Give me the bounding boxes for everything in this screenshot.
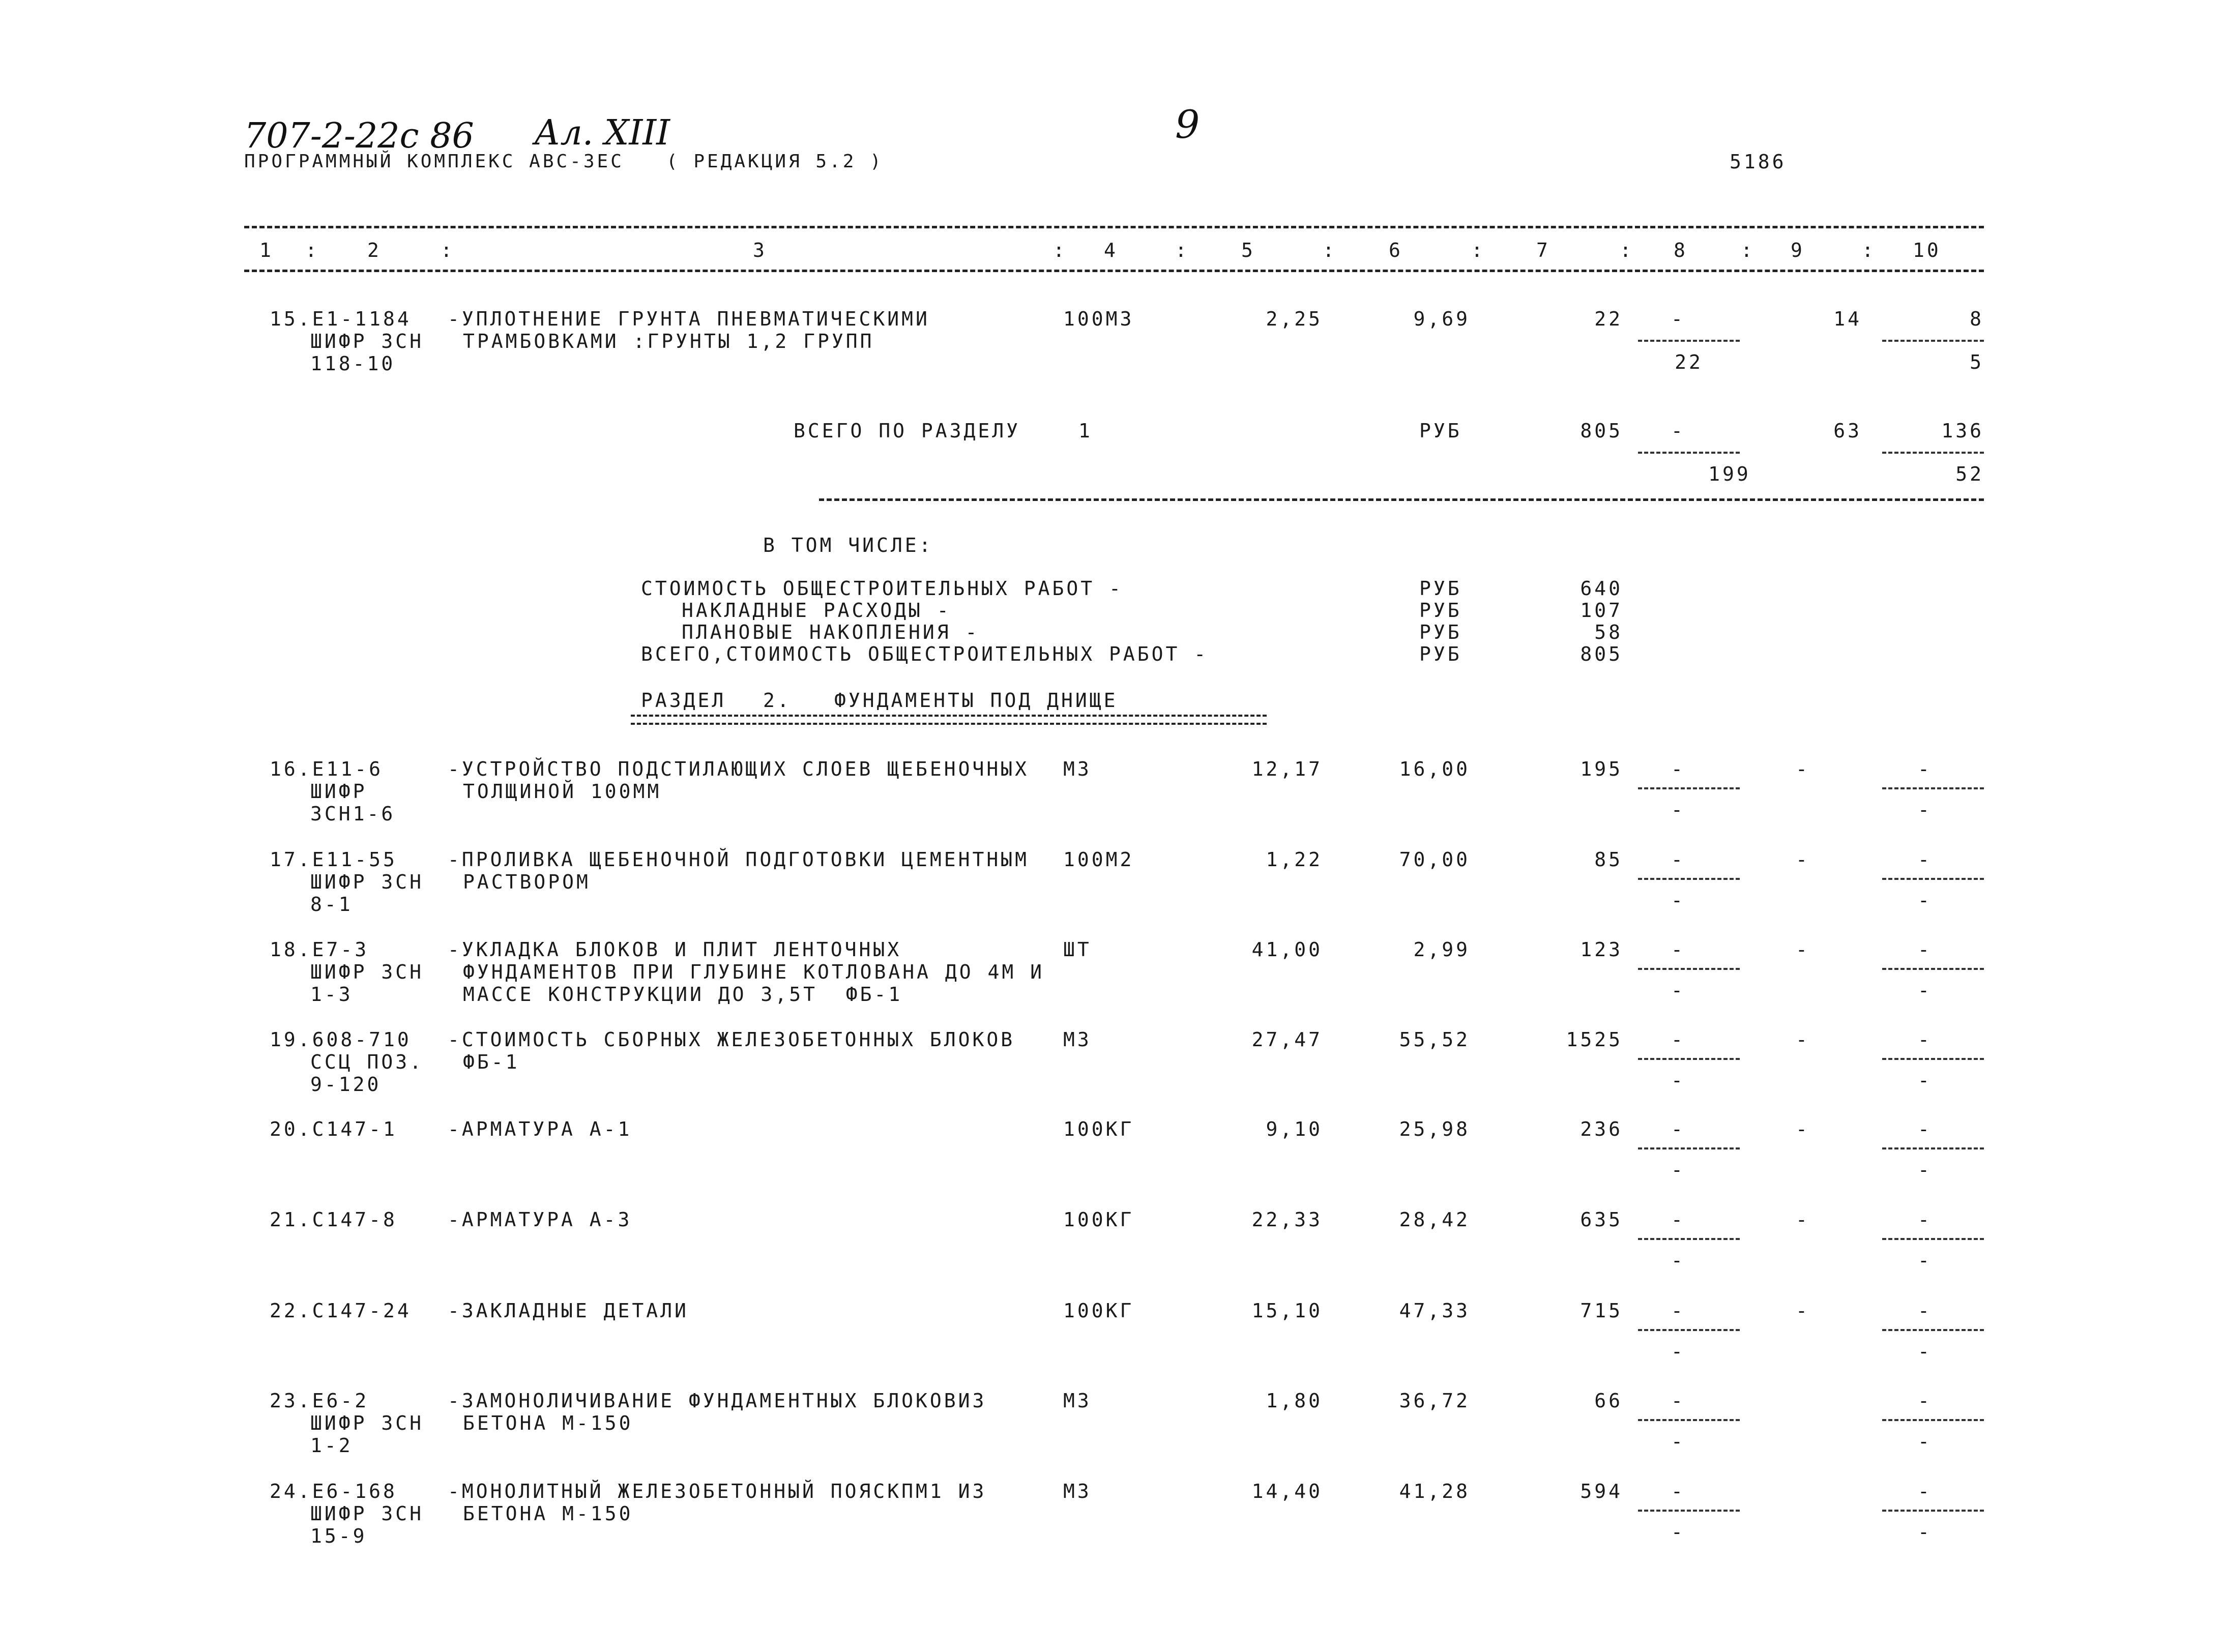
header-top-rule (244, 226, 1984, 228)
item-col8-lower: - (1671, 1069, 1685, 1092)
fraction-rule (1882, 878, 1984, 880)
section-total-col9: 63 (1833, 420, 1862, 442)
item-unit-price: 2,99 (1413, 938, 1470, 961)
item-number: 18.Е7-3 (270, 938, 369, 961)
fraction-rule (1638, 968, 1740, 970)
item-code: ССЦ ПОЗ. (310, 1051, 424, 1073)
fraction-rule (1882, 1147, 1984, 1149)
item-number: 23.Е6-2 (270, 1390, 369, 1412)
col-10: 10 (1913, 239, 1941, 261)
item-description: ТОЛЩИНОЙ 100ММ (463, 780, 662, 803)
item-total: 1525 (1566, 1028, 1623, 1051)
section-total-section: 1 (1078, 420, 1093, 442)
item-description: РАСТВОРОМ (463, 871, 591, 893)
including-label: В ТОМ ЧИСЛЕ: (763, 534, 933, 556)
fraction-rule (1638, 340, 1740, 342)
section-total-value: 805 (1580, 420, 1623, 442)
item-description: -МОНОЛИТНЫЙ ЖЕЛЕЗОБЕТОННЫЙ ПОЯСКПМ1 ИЗ (448, 1480, 987, 1502)
savings-label: ПЛАНОВЫЕ НАКОПЛЕНИЯ - (682, 621, 980, 643)
item-code: 1-3 (310, 983, 353, 1006)
item-description: ФУНДАМЕНТОВ ПРИ ГЛУБИНЕ КОТЛОВАНА ДО 4М И (463, 961, 1044, 983)
col-7: 7 (1536, 239, 1551, 261)
item-quantity: 14,40 (1251, 1480, 1323, 1502)
fraction-rule (1638, 787, 1740, 789)
item-code: ШИФР ЗСН (310, 961, 424, 983)
item-col10: 8 (1970, 308, 1984, 330)
item-quantity: 12,17 (1251, 758, 1323, 780)
item-description: -ЗАКЛАДНЫЕ ДЕТАЛИ (448, 1300, 689, 1322)
item-col8-lower: - (1671, 1159, 1685, 1181)
item-code: ШИФР (310, 780, 367, 803)
fraction-rule (1882, 1058, 1984, 1060)
fraction-rule (1638, 1419, 1740, 1421)
item-col9: - (1796, 848, 1810, 871)
fraction-rule (1638, 1238, 1740, 1240)
section-underline (631, 715, 1267, 725)
item-unit: М3 (1063, 1480, 1092, 1502)
item-col10: - (1918, 1390, 1932, 1412)
item-description: -УСТРОЙСТВО ПОДСТИЛАЮЩИХ СЛОЕВ ЩЕБЕНОЧНЫХ (448, 758, 1029, 780)
item-col9: - (1796, 1300, 1810, 1322)
item-quantity: 15,10 (1251, 1300, 1323, 1322)
cost-unit: РУБ (1419, 577, 1462, 600)
item-description: -АРМАТУРА А-1 (448, 1118, 632, 1140)
item-col8: - (1671, 308, 1685, 330)
item-unit: М3 (1063, 758, 1092, 780)
edition: ( РЕДАКЦИЯ 5.2 ) (666, 151, 884, 172)
col-sep: : (1862, 239, 1876, 261)
overhead-unit: РУБ (1419, 599, 1462, 622)
item-total: 22 (1594, 308, 1623, 330)
item-unit-price: 16,00 (1399, 758, 1470, 780)
item-quantity: 9,10 (1266, 1118, 1323, 1140)
item-col9: - (1796, 938, 1810, 961)
item-description: БЕТОНА М-150 (463, 1502, 633, 1525)
item-col10-lower: - (1918, 1521, 1932, 1543)
item-col8: - (1671, 758, 1685, 780)
fraction-rule (1882, 787, 1984, 789)
col-9: 9 (1791, 239, 1805, 261)
fraction-rule (1882, 1510, 1984, 1512)
col-sep: : (1323, 239, 1337, 261)
section-total-col10: 136 (1941, 420, 1984, 442)
item-code: 15-9 (310, 1525, 367, 1547)
item-code: 1-2 (310, 1434, 353, 1457)
item-code: ШИФР ЗСН (310, 1412, 424, 1434)
col-sep: : (1053, 239, 1067, 261)
item-unit: ШТ (1063, 938, 1092, 961)
item-quantity: 1,22 (1266, 848, 1323, 871)
item-col10-lower: - (1918, 1340, 1932, 1363)
item-description: ФБ-1 (463, 1051, 520, 1073)
item-unit-price: 47,33 (1399, 1300, 1470, 1322)
section-total-rule (819, 498, 1984, 501)
item-col10-lower: - (1918, 799, 1932, 821)
item-description: -УПЛОТНЕНИЕ ГРУНТА ПНЕВМАТИЧЕСКИМИ (448, 308, 930, 330)
item-code: 8-1 (310, 893, 353, 916)
item-total: 635 (1580, 1208, 1623, 1231)
item-col8-lower: - (1671, 979, 1685, 1001)
page-number: 9 (1175, 102, 1200, 147)
item-code: ШИФР ЗСН (310, 1502, 424, 1525)
col-3: 3 (753, 239, 767, 261)
item-number: 17.Е11-55 (270, 848, 397, 871)
item-col8: - (1671, 1480, 1685, 1502)
overhead-value: 107 (1580, 599, 1623, 622)
item-description: -АРМАТУРА А-3 (448, 1208, 632, 1231)
item-col8: - (1671, 1208, 1685, 1231)
section-number: 2. (763, 689, 792, 712)
item-number: 19.608-710 (270, 1028, 412, 1051)
col-4: 4 (1104, 239, 1118, 261)
item-col8-lower: - (1671, 889, 1685, 911)
item-col8: - (1671, 1300, 1685, 1322)
item-col10-lower: 5 (1970, 351, 1984, 373)
col-5: 5 (1241, 239, 1255, 261)
item-unit: 100КГ (1063, 1118, 1134, 1140)
section-total-label: ВСЕГО ПО РАЗДЕЛУ (794, 420, 1021, 442)
item-number: 20.С147-1 (270, 1118, 397, 1140)
item-col10: - (1918, 1300, 1932, 1322)
section-total-col8: - (1671, 420, 1685, 442)
item-col9: - (1796, 1208, 1810, 1231)
item-col9: - (1796, 1118, 1810, 1140)
item-col10: - (1918, 758, 1932, 780)
item-col10: - (1918, 1118, 1932, 1140)
item-unit-price: 25,98 (1399, 1118, 1470, 1140)
item-description: ТРАМБОВКАМИ :ГРУНТЫ 1,2 ГРУПП (463, 330, 874, 352)
item-total: 66 (1594, 1390, 1623, 1412)
col-2: 2 (367, 239, 382, 261)
item-number: 16.Е11-6 (270, 758, 384, 780)
fraction-rule (1638, 878, 1740, 880)
item-number: 24.Е6-168 (270, 1480, 397, 1502)
fraction-rule (1638, 452, 1740, 454)
item-total: 195 (1580, 758, 1623, 780)
item-code: 9-120 (310, 1073, 382, 1096)
col-1: 1 (259, 239, 274, 261)
item-unit-price: 55,52 (1399, 1028, 1470, 1051)
fraction-rule (1638, 1510, 1740, 1512)
item-col10-lower: - (1918, 889, 1932, 911)
item-col8: - (1671, 848, 1685, 871)
fraction-rule (1882, 452, 1984, 454)
item-description: БЕТОНА М-150 (463, 1412, 633, 1434)
fraction-rule (1638, 1058, 1740, 1060)
col-sep: : (305, 239, 319, 261)
item-col8: - (1671, 938, 1685, 961)
item-unit: М3 (1063, 1028, 1092, 1051)
item-code: ШИФР ЗСН (310, 330, 424, 352)
item-total: 594 (1580, 1480, 1623, 1502)
col-6: 6 (1389, 239, 1403, 261)
fraction-rule (1638, 1147, 1740, 1149)
fraction-rule (1638, 1329, 1740, 1331)
item-unit: 100М3 (1063, 308, 1134, 330)
grand-total-value: 805 (1580, 643, 1623, 665)
item-number: 21.С147-8 (270, 1208, 397, 1231)
savings-unit: РУБ (1419, 621, 1462, 643)
section-total-col10-lower: 52 (1955, 463, 1984, 485)
item-number: 15.Е1-1184 (270, 308, 412, 330)
program-name: ПРОГРАММНЫЙ КОМПЛЕКС АВС-ЗЕС (244, 151, 624, 172)
item-unit: М3 (1063, 1390, 1092, 1412)
item-description: -ЗАМОНОЛИЧИВАНИЕ ФУНДАМЕНТНЫХ БЛОКОВИЗ (448, 1390, 987, 1412)
item-number: 22.С147-24 (270, 1300, 412, 1322)
item-code: 118-10 (310, 352, 396, 375)
item-col10-lower: - (1918, 1069, 1932, 1092)
item-total: 236 (1580, 1118, 1623, 1140)
item-description: -ПРОЛИВКА ЩЕБЕНОЧНОЙ ПОДГОТОВКИ ЦЕМЕНТНЫМ (448, 848, 1029, 871)
item-unit-price: 70,00 (1399, 848, 1470, 871)
item-col8-lower: - (1671, 1521, 1685, 1543)
grand-total-unit: РУБ (1419, 643, 1462, 665)
item-col9: - (1796, 1028, 1810, 1051)
col-sep: : (1620, 239, 1634, 261)
col-8: 8 (1674, 239, 1688, 261)
item-description: -СТОИМОСТЬ СБОРНЫХ ЖЕЛЕЗОБЕТОННЫХ БЛОКОВ (448, 1028, 1015, 1051)
overhead-label: НАКЛАДНЫЕ РАСХОДЫ - (682, 599, 951, 622)
item-unit-price: 28,42 (1399, 1208, 1470, 1231)
item-quantity: 22,33 (1251, 1208, 1323, 1231)
item-col10: - (1918, 1480, 1932, 1502)
cost-label: СТОИМОСТЬ ОБЩЕСТРОИТЕЛЬНЫХ РАБОТ - (641, 577, 1123, 600)
col-sep: : (441, 239, 455, 261)
item-col8: - (1671, 1028, 1685, 1051)
item-col8: - (1671, 1118, 1685, 1140)
item-unit: 100КГ (1063, 1208, 1134, 1231)
item-col10-lower: - (1918, 1159, 1932, 1181)
item-quantity: 2,25 (1266, 308, 1323, 330)
item-total: 715 (1580, 1300, 1623, 1322)
item-col8-lower: - (1671, 799, 1685, 821)
item-col10: - (1918, 938, 1932, 961)
fraction-rule (1882, 968, 1984, 970)
item-col10: - (1918, 848, 1932, 871)
fraction-rule (1882, 340, 1984, 342)
section-total-col8-lower: 199 (1708, 463, 1751, 485)
item-col10: - (1918, 1208, 1932, 1231)
doc-code: 707-2-22с 86 (244, 116, 474, 156)
item-description: -УКЛАДКА БЛОКОВ И ПЛИТ ЛЕНТОЧНЫХ (448, 938, 902, 961)
item-col9: - (1796, 758, 1810, 780)
savings-value: 58 (1594, 621, 1623, 643)
item-total: 85 (1594, 848, 1623, 871)
item-quantity: 1,80 (1266, 1390, 1323, 1412)
item-unit-price: 36,72 (1399, 1390, 1470, 1412)
col-sep: : (1471, 239, 1485, 261)
item-code: ЗСН1-6 (310, 803, 396, 825)
sheet-number: Ал. XIII (534, 113, 670, 153)
item-quantity: 41,00 (1251, 938, 1323, 961)
item-unit-price: 41,28 (1399, 1480, 1470, 1502)
col-sep: : (1741, 239, 1755, 261)
item-unit: 100М2 (1063, 848, 1134, 871)
col-sep: : (1175, 239, 1189, 261)
item-col8-lower: - (1671, 1340, 1685, 1363)
fraction-rule (1882, 1238, 1984, 1240)
fraction-rule (1882, 1419, 1984, 1421)
item-total: 123 (1580, 938, 1623, 961)
fraction-rule (1882, 1329, 1984, 1331)
section-total-unit: РУБ (1419, 420, 1462, 442)
item-quantity: 27,47 (1251, 1028, 1323, 1051)
section-title: ФУНДАМЕНТЫ ПОД ДНИЩЕ (834, 689, 1118, 712)
item-col8: - (1671, 1390, 1685, 1412)
item-col9: 14 (1833, 308, 1862, 330)
doc-number: 5186 (1730, 151, 1787, 173)
item-col10: - (1918, 1028, 1932, 1051)
item-unit: 100КГ (1063, 1300, 1134, 1322)
item-col10-lower: - (1918, 979, 1932, 1001)
item-description: МАССЕ КОНСТРУКЦИИ ДО 3,5Т ФБ-1 (463, 983, 903, 1006)
section-label: РАЗДЕЛ (641, 689, 726, 712)
cost-value: 640 (1580, 577, 1623, 600)
item-col8-lower: - (1671, 1249, 1685, 1272)
item-unit-price: 9,69 (1413, 308, 1470, 330)
item-col8-lower: 22 (1675, 351, 1703, 373)
item-col8-lower: - (1671, 1430, 1685, 1453)
header-bottom-rule (244, 270, 1984, 272)
item-col10-lower: - (1918, 1249, 1932, 1272)
grand-total-label: ВСЕГО,СТОИМОСТЬ ОБЩЕСТРОИТЕЛЬНЫХ РАБОТ - (641, 643, 1209, 665)
item-code: ШИФР ЗСН (310, 871, 424, 893)
item-col10-lower: - (1918, 1430, 1932, 1453)
